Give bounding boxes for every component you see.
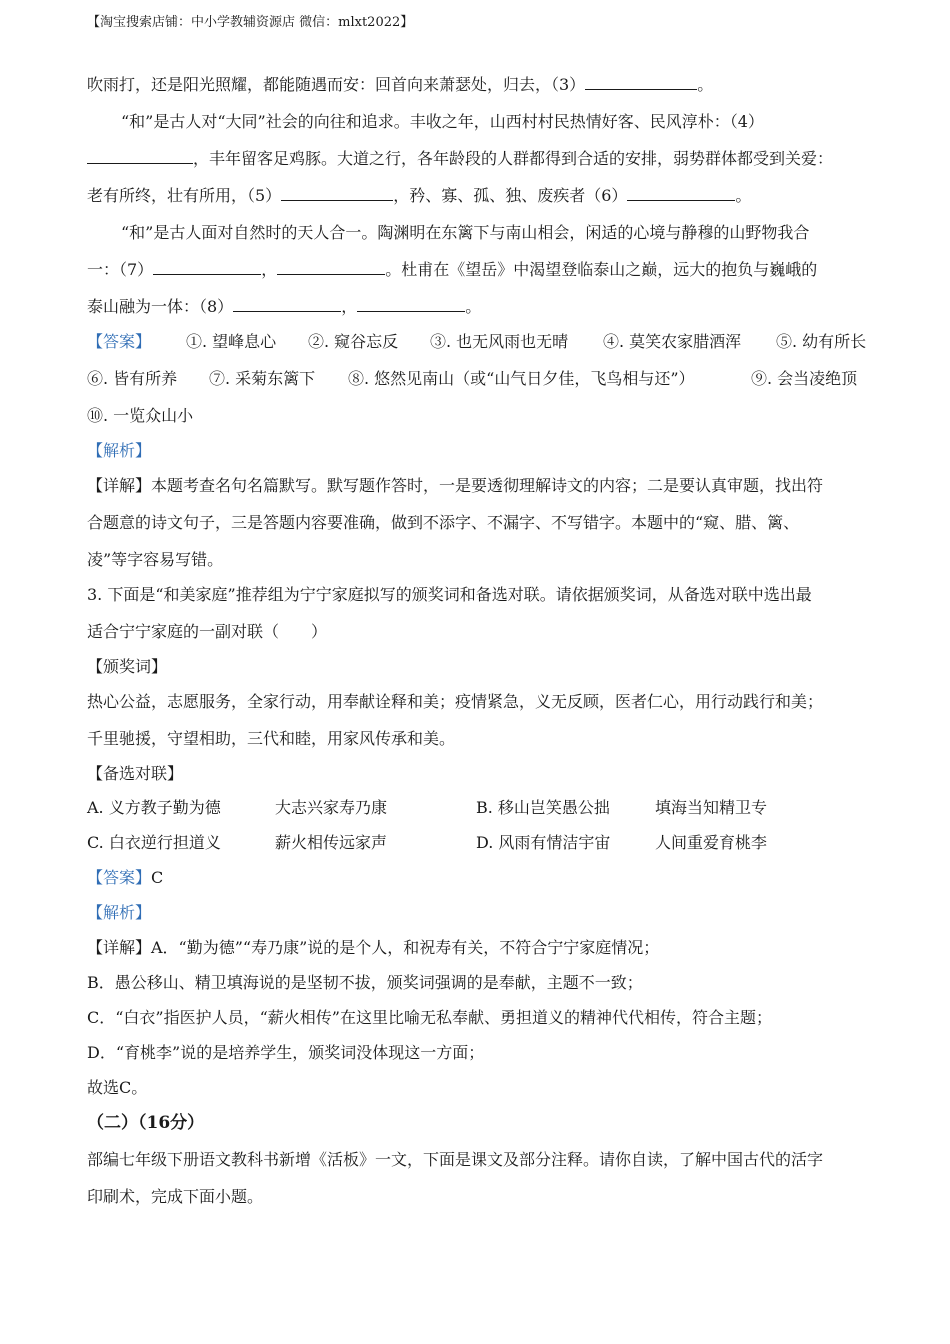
option-d-second: 人间重爱育桃李 [655, 833, 768, 852]
analysis-tag: 【解析】 [87, 903, 152, 922]
poem-line-7 [87, 296, 481, 318]
answer-item: ③. 也无风雨也无晴 [430, 332, 569, 351]
answer-blank[interactable] [233, 297, 341, 312]
section-intro-line: 印刷术，完成下面小题。 [87, 1187, 264, 1206]
text: 老有所终，壮有所用，（5） [87, 186, 282, 205]
option-d-first[interactable]: D. 风雨有情洁宇宙 [476, 833, 611, 852]
answer-blank[interactable] [277, 260, 385, 275]
poem-line-1 [87, 74, 713, 96]
poem-line-4 [87, 185, 751, 207]
section-intro-line: 部编七年级下册语文教科书新增《活板》一文，下面是课文及部分注释。请你自读，了解中国古代的活字 [87, 1150, 824, 1169]
answer-item: ①. 望峰息心 [186, 332, 277, 351]
detail-line: D．“育桃李”说的是培养学生，颁奖词没体现这一方面； [87, 1043, 485, 1062]
option-b-second: 填海当知精卫专 [655, 798, 768, 817]
text: ， [341, 297, 358, 316]
option-b-first[interactable]: B. 移山岂笑愚公拙 [476, 798, 610, 817]
answer-blank[interactable] [87, 149, 193, 164]
text: 吹雨打，还是阳光照耀，都能随遇而安：回首向来萧瑟处，归去，（3） [87, 75, 586, 94]
text: 。 [735, 186, 752, 205]
answer-item: ④. 莫笑农家腊酒浑 [603, 332, 742, 351]
detail-line: 【详解】A．“勤为德”“寿乃康”说的是个人，和祝寿有关，不符合宁宁家庭情况； [87, 938, 660, 957]
answer-tag: 【答案】 [87, 332, 152, 351]
question-3-line-1: 3. 下面是“和美家庭”推荐组为宁宁家庭拟写的颁奖词和备选对联。请依据颁奖词，从备选对联中选出最 [87, 585, 812, 604]
text: 。 [465, 297, 482, 316]
conclusion-line: 故选C。 [87, 1078, 148, 1097]
page-header: 【淘宝搜索店铺：中小学教辅资源店 微信：mlxt2022】 [87, 15, 414, 30]
option-a-first[interactable]: A. 义方教子勤为德 [87, 798, 221, 817]
text: 一：（7） [87, 260, 154, 279]
text: ，丰年留客足鸡豚。大道之行，各年龄段的人群都得到合适的安排，弱势群体都受到关爱： [193, 149, 834, 168]
section-title: （二）（16分） [87, 1113, 205, 1133]
detail-line: 凌”等字容易写错。 [87, 550, 224, 569]
award-tag: 【颁奖词】 [87, 657, 168, 676]
analysis-tag: 【解析】 [87, 441, 152, 460]
answer-value: C [151, 868, 164, 887]
answer-item: ⑧. 悠然见南山（或“山气日夕佳，飞鸟相与还”） [348, 369, 695, 388]
detail-line: 【详解】本题考查名句名篇默写。默写题作答时，一是要透彻理解诗文的内容；二是要认真审题，找出符 [87, 476, 824, 495]
poem-line-2: “和”是古人对“大同”社会的向往和追求。丰收之年，山西村村民热情好客、民风淳朴：（4） [121, 112, 764, 131]
answer-item: ⑦. 采菊东篱下 [209, 369, 316, 388]
answer-row-3 [87, 867, 163, 889]
detail-line: C．“白衣”指医护人员，“薪火相传”在这里比喻无私奉献、勇担道义的精神代代相传，符合主题； [87, 1008, 772, 1027]
answer-tag: 【答案】 [87, 868, 152, 887]
answer-blank[interactable] [153, 260, 261, 275]
detail-line: B．愚公移山、精卫填海说的是坚韧不拔，颁奖词强调的是奉献，主题不一致； [87, 973, 643, 992]
award-line: 千里驰援，守望相助，三代和睦，用家风传承和美。 [87, 729, 456, 748]
answer-item: ②. 窥谷忘反 [308, 332, 399, 351]
award-line: 热心公益，志愿服务，全家行动，用奉献诠释和美；疫情紧急，义无反顾，医者仁心，用行动践行和美； [87, 692, 824, 711]
answer-item: ⑩. 一览众山小 [87, 406, 194, 425]
poem-line-3 [87, 148, 833, 170]
text: 泰山融为一体：（8） [87, 297, 234, 316]
text: 。杜甫在《望岳》中渴望登临泰山之巅，远大的抱负与巍峨的 [385, 260, 818, 279]
question-3-line-2: 适合宁宁家庭的一副对联（ ） [87, 622, 328, 641]
answer-item: ⑨. 会当凌绝顶 [751, 369, 858, 388]
text: ， [261, 260, 278, 279]
answer-item: ⑥. 皆有所养 [87, 369, 178, 388]
option-c-second: 薪火相传远家声 [275, 833, 388, 852]
poem-line-5: “和”是古人面对自然时的天人合一。陶渊明在东篱下与南山相会，闲适的心境与静穆的山野物我合 [121, 223, 810, 242]
answer-item: ⑤. 幼有所长 [776, 332, 867, 351]
answer-blank[interactable] [281, 186, 393, 201]
answer-blank[interactable] [585, 75, 697, 90]
text: 。 [697, 75, 714, 94]
couplet-tag: 【备选对联】 [87, 764, 184, 783]
option-c-first[interactable]: C. 白衣逆行担道义 [87, 833, 221, 852]
poem-line-6 [87, 259, 817, 281]
option-a-second: 大志兴家寿乃康 [275, 798, 388, 817]
detail-line: 合题意的诗文句子，三是答题内容要准确，做到不添字、不漏字、不写错字。本题中的“窥、腊、篱、 [87, 513, 800, 532]
answer-blank[interactable] [627, 186, 735, 201]
answer-row-1 [87, 331, 151, 353]
text: ，矜、寡、孤、独、废疾者（6） [393, 186, 628, 205]
answer-blank[interactable] [357, 297, 465, 312]
